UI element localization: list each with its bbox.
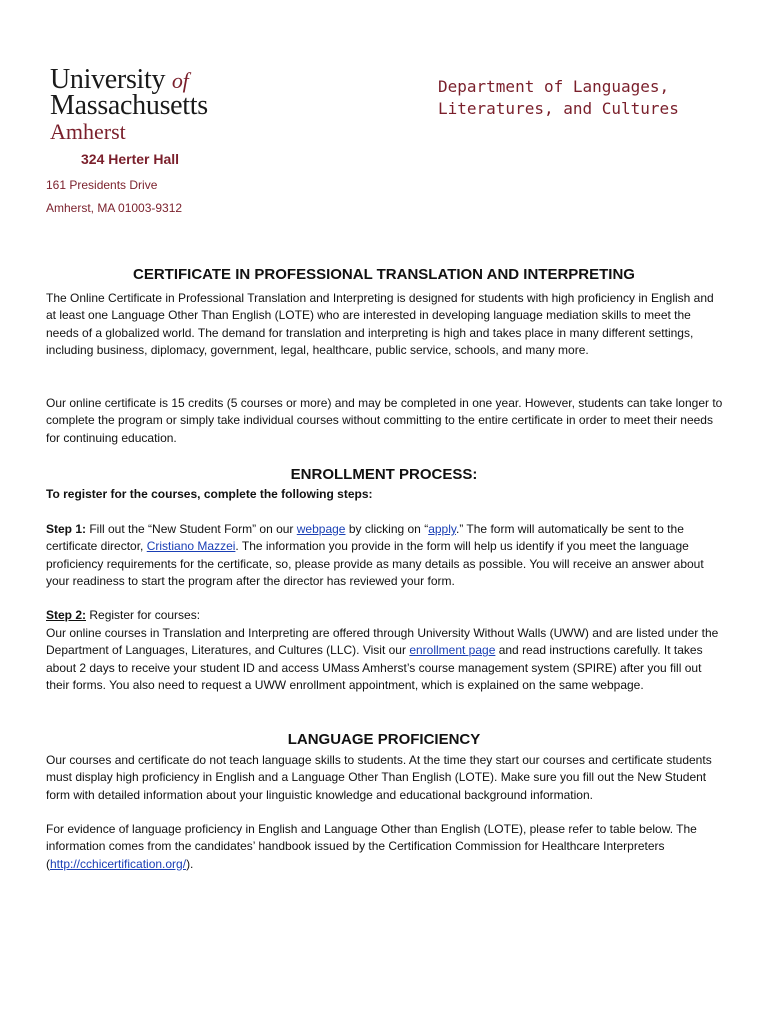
proficiency-paragraph-1: Our courses and certificate do not teach language skills to students. At the time they start our courses and certificate students must display high proficiency in English and a Language Other Than English (LOTE). Make sure you fill out the New Student form with detailed information about your linguistic knowledge and educational background information. — [46, 753, 712, 802]
director-link[interactable]: Cristiano Mazzei — [146, 539, 236, 554]
step2-label: Step 2: — [46, 608, 87, 622]
enrollment-heading: ENROLLMENT PROCESS: — [290, 466, 478, 483]
step2-body-2: and read instructions carefully. It takes about 2 days to receive your student ID and access UMass Amherst’s course management system (SPIRE) after you fill out their forms. You also need to request a UWW enrollment appointment, which is explained on the same webpage. — [46, 643, 703, 692]
proficiency-heading: LANGUAGE PROFICIENCY — [287, 731, 481, 748]
department-line2: Literatures, and Cultures — [438, 99, 679, 118]
step2-header — [46, 607, 726, 624]
intro-paragraph-1: The Online Certificate in Professional Translation and Interpreting is designed for students with high proficiency in English and at least one Language Other Than English (LOTE) who are interested in developing language mediation skills to meet the needs of a globalized world. The demand for translation and interpreting is high and takes place in many different settings, including business, diplomacy, government, legal, healthcare, public service, schools, and many more. — [46, 291, 714, 357]
department-name — [438, 76, 679, 120]
logo-of-text: of — [171, 68, 189, 93]
address-street: 161 Presidents Drive — [46, 178, 158, 192]
department-line1: Department of Languages, — [438, 77, 670, 96]
step1-paragraph — [46, 521, 726, 590]
logo-university-text: University — [50, 64, 166, 95]
university-logo — [50, 66, 208, 143]
enrollment-lead: To register for the courses, complete the following steps: — [46, 487, 373, 501]
step1-text-3: .” The form will automatically be sent to the certificate director, — [46, 522, 684, 554]
logo-amherst-text: Amherst — [50, 119, 126, 144]
proficiency-p2-text-2: ). — [186, 856, 194, 871]
step1-text-4: . The information you provide in the form will help us identify if you meet the language proficiency requirements for the certificate, so, please provide as many details as possible. You will receive an answer about your readiness to start the program after the director has reviewed your form. — [46, 539, 704, 588]
step2-paragraph — [46, 625, 726, 694]
intro-paragraph-2: Our online certificate is 15 credits (5 courses or more) and may be completed in one year. However, students can take longer to complete the program or simply take individual courses without committing to the entire certificate in order to meet their needs for continuing education. — [46, 396, 723, 445]
address-city: Amherst, MA 01003-9312 — [46, 201, 183, 215]
cchi-link[interactable]: http://cchicertification.org/ — [50, 856, 187, 871]
step2-body-1: Our online courses in Translation and Interpreting are offered through University Without Walls (UWW) and are listed under the Department of Languages, Literatures, and Cultures (LLC). Visit our — [46, 626, 719, 658]
apply-link[interactable]: apply — [428, 522, 456, 536]
proficiency-p2-text-1: For evidence of language proficiency in English and Language Other than English (LOTE), please refer to table below. The information comes from the candidates’ handbook issued by the Certification Commission for Healthcare Interpreters ( — [46, 822, 697, 871]
step1-text-2: by clicking on “ — [345, 522, 429, 536]
webpage-link[interactable]: webpage — [296, 522, 346, 536]
address-building: 324 Herter Hall — [81, 151, 180, 167]
enrollment-page-link[interactable]: enrollment page — [409, 643, 496, 658]
step1-label: Step 1: — [46, 522, 87, 536]
page-title: CERTIFICATE IN PROFESSIONAL TRANSLATION AND INTERPRETING — [133, 266, 635, 283]
logo-massachusetts-text: Massachusetts — [50, 90, 208, 121]
proficiency-paragraph-2 — [46, 821, 726, 873]
step1-text-1: Fill out the “New Student Form” on our — [86, 522, 297, 536]
step2-text: Register for courses: — [86, 608, 201, 622]
